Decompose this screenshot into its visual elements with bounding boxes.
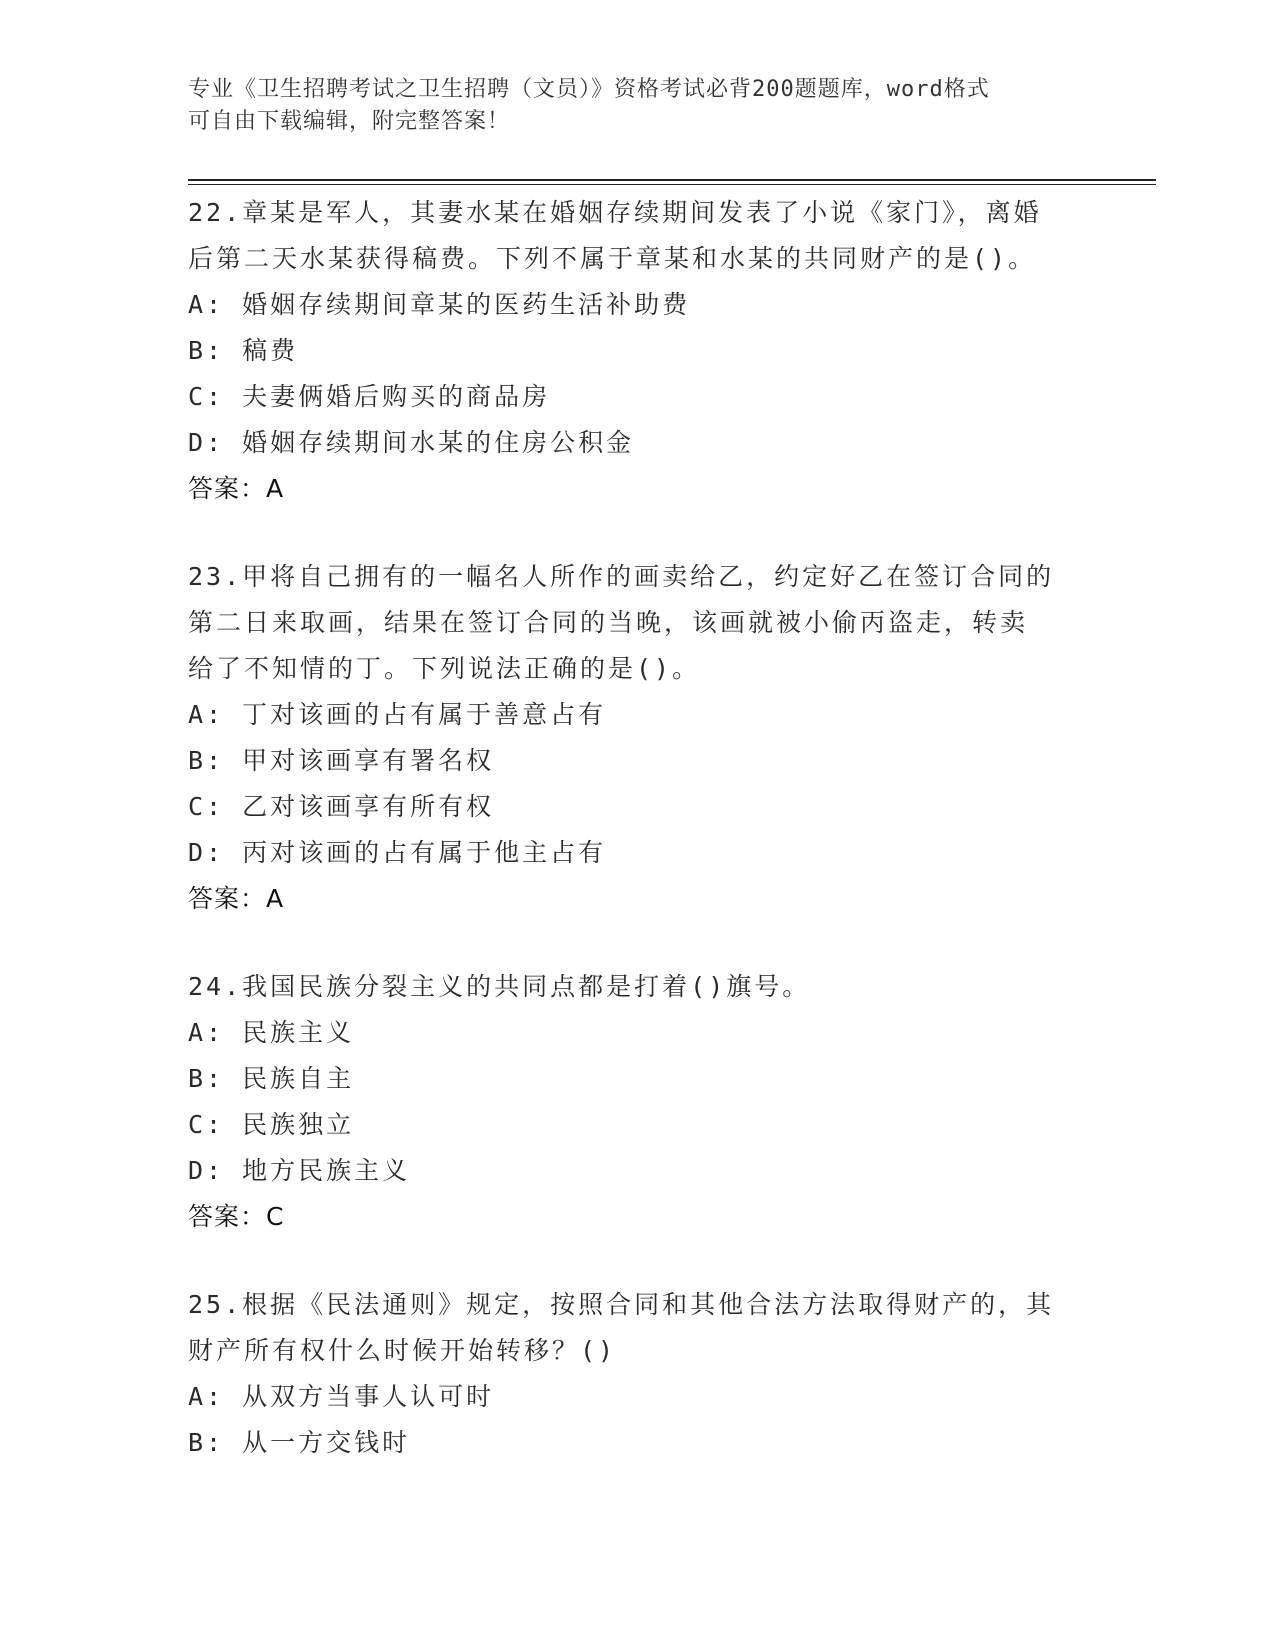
- option-a: A: 婚姻存续期间章某的医药生活补助费: [188, 290, 691, 319]
- question-stem-line: 后第二天水某获得稿费。下列不属于章某和水某的共同财产的是()。: [188, 244, 1037, 273]
- option-d: D: 地方民族主义: [188, 1156, 411, 1185]
- question-25: [188, 1282, 1088, 1466]
- question-stem-line: 23.甲将自己拥有的一幅名人所作的画卖给乙，约定好乙在签订合同的: [188, 562, 1055, 591]
- question-spacer: [188, 922, 1088, 964]
- option-a: A: 丁对该画的占有属于善意占有: [188, 700, 607, 729]
- option-b: B: 从一方交钱时: [188, 1428, 411, 1457]
- question-stem-line: 给了不知情的丁。下列说法正确的是()。: [188, 654, 701, 683]
- header-rule-thick: [188, 179, 1156, 181]
- question-stem-line: 24.我国民族分裂主义的共同点都是打着()旗号。: [188, 972, 811, 1001]
- answer-line: 答案：A: [188, 884, 285, 913]
- answer-line: 答案：A: [188, 474, 285, 503]
- option-c: C: 民族独立: [188, 1110, 355, 1139]
- option-b: B: 稿费: [188, 336, 299, 365]
- question-stem-line: 财产所有权什么时候开始转移？(): [188, 1336, 617, 1365]
- option-a: A: 从双方当事人认可时: [188, 1382, 495, 1411]
- header-rule-thin: [188, 184, 1156, 185]
- option-b: B: 甲对该画享有署名权: [188, 746, 495, 775]
- question-list: [188, 190, 1088, 1466]
- document-header: [188, 74, 1068, 138]
- question-22: [188, 190, 1088, 512]
- option-a: A: 民族主义: [188, 1018, 355, 1047]
- question-stem-line: 25.根据《民法通则》规定，按照合同和其他合法方法取得财产的，其: [188, 1290, 1055, 1319]
- question-spacer: [188, 512, 1088, 554]
- answer-line: 答案：C: [188, 1202, 285, 1231]
- header-line-1: 专业《卫生招聘考试之卫生招聘（文员）》资格考试必背200题题库，word格式: [188, 77, 990, 102]
- header-line-2: 可自由下载编辑，附完整答案！: [188, 109, 511, 134]
- option-b: B: 民族自主: [188, 1064, 355, 1093]
- question-stem-line: 第二日来取画，结果在签订合同的当晚，该画就被小偷丙盗走，转卖: [188, 608, 1029, 637]
- question-spacer: [188, 1240, 1088, 1282]
- question-stem-line: 22.章某是军人，其妻水某在婚姻存续期间发表了小说《家门》，离婚: [188, 198, 1042, 227]
- question-24: [188, 964, 1088, 1240]
- option-d: D: 丙对该画的占有属于他主占有: [188, 838, 607, 867]
- option-d: D: 婚姻存续期间水某的住房公积金: [188, 428, 635, 457]
- option-c: C: 乙对该画享有所有权: [188, 792, 495, 821]
- question-23: [188, 554, 1088, 922]
- option-c: C: 夫妻俩婚后购买的商品房: [188, 382, 551, 411]
